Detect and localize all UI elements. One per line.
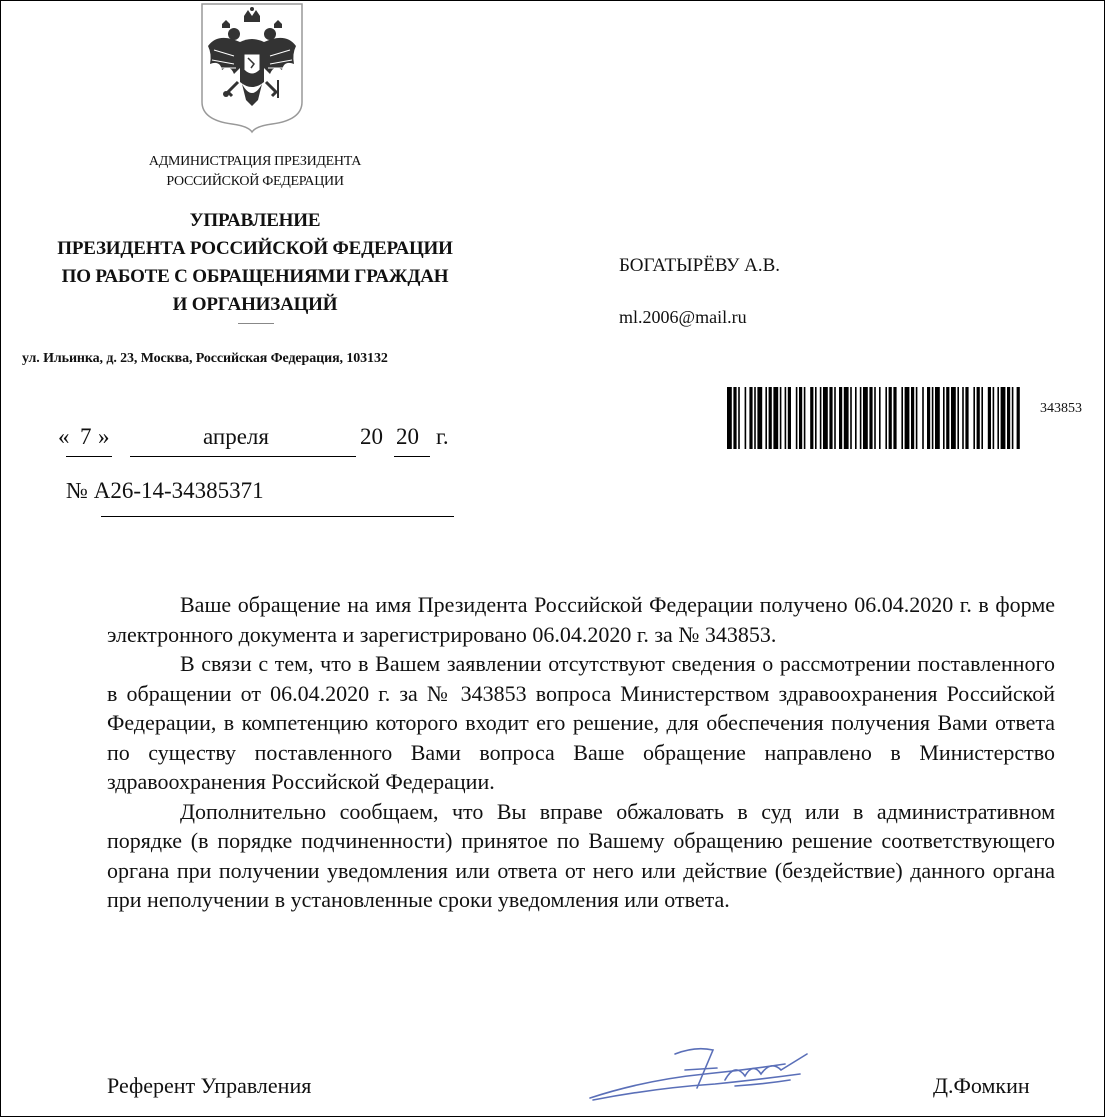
barcode-bar [749, 387, 752, 449]
barcode-bar [765, 387, 767, 449]
date-month: апреля [203, 424, 269, 449]
barcode-bar [773, 387, 778, 449]
barcode-bar [932, 387, 934, 449]
barcode-bar [943, 387, 945, 449]
body-paragraph-2: В связи с тем, что в Вашем заявлении отсутствуют сведения о рассмотрении поставленного в обращении от 06.04.2020 г. за № 343853 вопроса Министерством здравоохранения Российской Федерации, в компетенцию которого входит его решение, для обеспечения получения Вами ответа по существу поставленного Вами вопроса Ваше обращение направлено в Министерство здравоохранения Российской Федерации. [107, 651, 1055, 794]
registration-value: А26-14-34385371 [93, 478, 264, 503]
barcode-bar [823, 387, 828, 449]
barcode-bar [785, 387, 787, 449]
barcode-bar [885, 387, 887, 449]
admin-line-1: АДМИНИСТРАЦИЯ ПРЕЗИДЕНТА [148, 154, 362, 169]
barcode-bar [946, 387, 949, 449]
dept-line-3: ПО РАБОТЕ С ОБРАЩЕНИЯМИ ГРАЖДАН [61, 266, 449, 287]
barcode-bar [815, 387, 817, 449]
barcode-bar [1001, 387, 1006, 449]
heading-divider [238, 323, 274, 324]
registration-number [66, 478, 264, 504]
date-year-suffix: 20 [396, 424, 419, 449]
barcode-bar [1007, 387, 1010, 449]
barcode-bar [879, 387, 881, 449]
barcode-bar [839, 387, 842, 449]
date-year-prefix: 20 [360, 424, 383, 449]
barcode-bar [957, 387, 959, 449]
barcode-bar [916, 387, 918, 449]
barcode-bar [988, 387, 991, 449]
barcode-bar [874, 387, 876, 449]
barcode-bar [922, 387, 924, 449]
date-quote-close: » [98, 424, 110, 449]
barcode-bar [981, 387, 983, 449]
barcode-bar [733, 387, 736, 449]
barcode-bar [804, 387, 806, 449]
admin-line-2: РОССИЙСКОЙ ФЕДЕРАЦИИ [166, 174, 344, 189]
day-underline [66, 456, 112, 457]
month-underline [130, 456, 356, 457]
barcode-bar [977, 387, 980, 449]
barcode-bar [745, 387, 747, 449]
barcode-bar [927, 387, 930, 449]
administration-heading [100, 152, 410, 192]
recipient-email: ml.2006@mail.ru [619, 307, 747, 327]
barcode-bar [834, 387, 836, 449]
barcode-bar [860, 387, 862, 449]
barcode-bar [901, 387, 903, 449]
dept-line-4: И ОРГАНИЗАЦИЙ [172, 294, 338, 315]
barcode-bar [855, 387, 857, 449]
dept-line-1: УПРАВЛЕНИЕ [189, 210, 321, 231]
recipient-name: БОГАТЫРЁВУ А.В. [619, 255, 781, 276]
barcode-bar [810, 387, 813, 449]
barcode-bar [905, 387, 910, 449]
barcode-bar [738, 387, 740, 449]
barcode-bar [788, 387, 791, 449]
signer-title: Референт Управления [107, 1073, 312, 1098]
barcode-bar [962, 387, 964, 449]
barcode-number: 343853 [1040, 401, 1082, 416]
barcode-bar [997, 387, 999, 449]
barcode-bar [799, 387, 802, 449]
barcode-bar [780, 387, 782, 449]
date-quote-open: « [58, 424, 70, 449]
barcode-bar [844, 387, 849, 449]
date-day: 7 [80, 424, 92, 449]
registration-prefix: № [66, 478, 88, 503]
dept-line-2: ПРЕЗИДЕНТА РОССИЙСКОЙ ФЕДЕРАЦИИ [57, 238, 453, 259]
handwritten-signature [585, 1040, 815, 1105]
barcode-bar [893, 387, 896, 449]
barcode-bar [951, 387, 956, 449]
letter-body [107, 590, 1055, 915]
body-paragraph-1: Ваше обращение на имя Президента Российской Федерации получено 06.04.2020 г. в форме электронного документа и зарегистрировано 06.04.2020 г. за № 343853. [107, 592, 1055, 647]
barcode-bar [973, 387, 975, 449]
barcode-bar [869, 387, 872, 449]
barcode-bar [1017, 387, 1020, 449]
barcode-bar [850, 387, 852, 449]
coat-of-arms-emblem [198, 2, 306, 134]
registration-underline [101, 516, 454, 517]
barcode-bar [754, 387, 756, 449]
barcode-bar [1012, 387, 1014, 449]
barcode-bar [796, 387, 798, 449]
barcode-bar [935, 387, 940, 449]
barcode-bar [757, 387, 762, 449]
barcode-bar [889, 387, 892, 449]
sender-address: ул. Ильинка, д. 23, Москва, Российская Федерация, 103132 [22, 351, 388, 366]
year-underline [394, 456, 430, 457]
barcode-bar [769, 387, 772, 449]
signer-name: Д.Фомкин [933, 1073, 1030, 1098]
barcode-bar [911, 387, 914, 449]
barcode-bar [727, 387, 732, 449]
barcode-bar [820, 387, 822, 449]
barcode-bar [993, 387, 995, 449]
body-paragraph-3: Дополнительно сообщаем, что Вы вправе обжаловать в суд или в административном порядке (в порядке подчиненности) принятое по Вашему обращению решение соответствующего органа при получении уведомления или ответа от него или действие (бездействие) данного органа при неполучении в установленные сроки уведомления или ответа. [107, 798, 1055, 912]
barcode [727, 387, 1021, 449]
barcode-bar [863, 387, 868, 449]
barcode-bar [829, 387, 832, 449]
department-heading [30, 207, 480, 319]
date-year-mark: г. [436, 424, 449, 449]
barcode-bar [965, 387, 968, 449]
